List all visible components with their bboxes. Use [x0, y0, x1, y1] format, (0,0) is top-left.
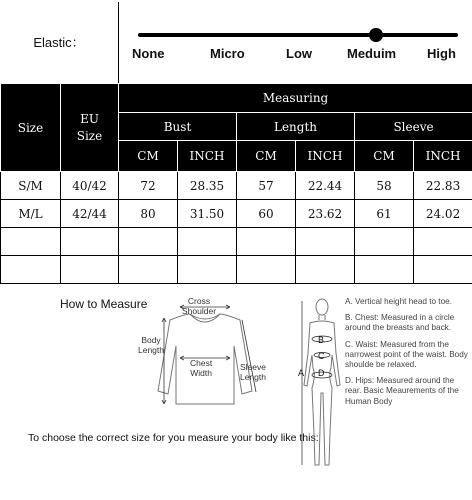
elastic-level-none: None: [132, 46, 165, 61]
cell-size: M/L: [1, 200, 61, 228]
cell-eu-size: 40/42: [61, 172, 119, 200]
cell-size: S/M: [1, 172, 61, 200]
sleeve-length-label: [240, 362, 266, 382]
body-figure: [296, 293, 346, 477]
unit-header-sleeve-cm: CM: [355, 141, 414, 172]
note-chest: B. Chest: Measured in a circle around the breasts and back.: [345, 313, 455, 333]
table-row: [1, 200, 472, 228]
cell-empty: [119, 256, 178, 284]
measure-instruction: To choose the correct size for you measure your body like this:: [28, 432, 319, 444]
cell-sleeve-inch: 22.83: [414, 172, 472, 200]
cross-shoulder-line1: Cross: [187, 296, 211, 306]
elastic-levels: [122, 46, 472, 68]
cell-eu-size: 42/44: [61, 200, 119, 228]
unit-header-length-inch: INCH: [296, 141, 355, 172]
note-height: A. Vertical height head to toe.: [345, 297, 452, 306]
cell-length-inch: 23.62: [296, 200, 355, 228]
elastic-level-micro: Micro: [210, 46, 245, 61]
bust-header: Bust: [119, 113, 237, 141]
sleeve-length-line1: Sleeve: [240, 362, 266, 372]
note-hips: D. Hips: Measured around the rear. Basic Meaurements of the Human Body: [345, 376, 459, 406]
size-column-header: Size: [1, 84, 61, 172]
sleeve-header: Sleeve: [355, 113, 472, 141]
table-row: [1, 228, 472, 256]
unit-header-bust-cm: CM: [119, 141, 178, 172]
cell-empty: [296, 228, 355, 256]
eu-size-column-header: [61, 84, 119, 172]
cell-bust-inch: 28.35: [178, 172, 237, 200]
table-row: [1, 172, 472, 200]
cell-empty: [355, 256, 414, 284]
figure-letter-a: A: [298, 368, 305, 378]
figure-letter-d: D: [318, 368, 325, 378]
table-row: [1, 256, 472, 284]
figure-letter-b: B: [318, 335, 325, 345]
how-to-measure-title: How to Measure: [60, 297, 148, 311]
size-table: [0, 83, 472, 284]
elastic-divider: [118, 2, 119, 83]
elastic-level-medium: Meduim: [347, 46, 397, 61]
cell-sleeve-cm: 61: [355, 200, 414, 228]
cell-sleeve-cm: 58: [355, 172, 414, 200]
human-body-icon: [296, 293, 346, 473]
chest-width-line2: Width: [190, 368, 212, 378]
cell-empty: [1, 228, 61, 256]
cell-empty: [237, 256, 296, 284]
elastic-scale-bar: [138, 33, 458, 37]
cell-length-inch: 22.44: [296, 172, 355, 200]
cross-shoulder-line2: Shoulder: [182, 306, 217, 316]
body-length-line2: Length: [138, 345, 164, 355]
cell-empty: [61, 228, 119, 256]
measurement-notes: [345, 297, 469, 413]
cell-bust-inch: 31.50: [178, 200, 237, 228]
cell-length-cm: 57: [237, 172, 296, 200]
cell-empty: [119, 228, 178, 256]
eu-header-line2: Size: [76, 128, 103, 143]
elastic-selected-marker: [369, 28, 383, 42]
cell-empty: [414, 228, 472, 256]
body-length-line1: Body: [141, 335, 161, 345]
cross-shoulder-label: [182, 296, 216, 316]
cell-empty: [296, 256, 355, 284]
eu-header-line1: EU: [80, 111, 99, 126]
cell-bust-cm: 80: [119, 200, 178, 228]
elastic-label: Elastic：: [33, 35, 85, 50]
cell-empty: [178, 256, 237, 284]
measuring-header: Measuring: [119, 84, 472, 113]
cell-length-cm: 60: [237, 200, 296, 228]
body-length-label: [138, 335, 164, 355]
cell-empty: [1, 256, 61, 284]
unit-header-bust-inch: INCH: [178, 141, 237, 172]
note-waist: C. Waist: Measured from the narrowest point of the waist. Body shoulde be relaxed.: [345, 339, 468, 370]
chest-width-line1: Chest: [190, 358, 213, 368]
cell-sleeve-inch: 24.02: [414, 200, 472, 228]
cell-bust-cm: 72: [119, 172, 178, 200]
unit-header-sleeve-inch: INCH: [414, 141, 472, 172]
cell-empty: [355, 228, 414, 256]
sleeve-length-line2: Length: [240, 372, 266, 382]
chest-width-label: [190, 358, 212, 378]
length-header: Length: [237, 113, 355, 141]
cell-empty: [61, 256, 119, 284]
unit-header-length-cm: CM: [237, 141, 296, 172]
elastic-level-low: Low: [286, 46, 312, 61]
cell-empty: [178, 228, 237, 256]
cell-empty: [237, 228, 296, 256]
figure-letter-c: C: [318, 351, 325, 361]
cell-empty: [414, 256, 472, 284]
elastic-level-high: High: [427, 46, 456, 61]
